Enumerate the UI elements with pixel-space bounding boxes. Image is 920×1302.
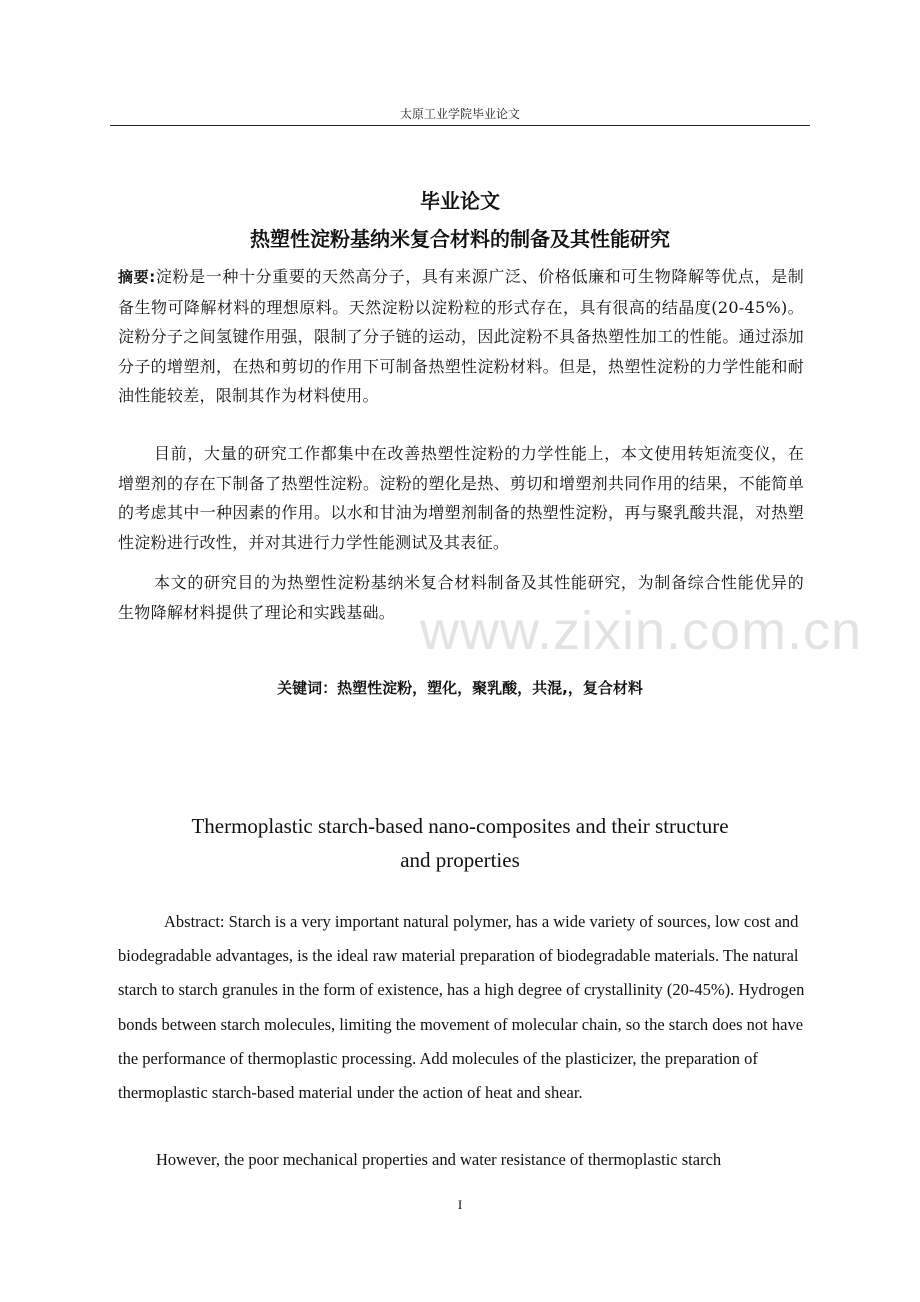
abstract-cn-paragraph-1 <box>118 262 804 411</box>
page-number: I <box>457 1197 463 1212</box>
running-header: 太原工业学院毕业论文 <box>399 107 520 121</box>
abstract-cn-text-1: 淀粉是一种十分重要的天然高分子，具有来源广泛、价格低廉和可生物降解等优点，是制备生物可降解材料的理想原料。天然淀粉以淀粉粒的形式存在，具有很高的结晶度(20-45%)。淀粉分子之间氢键作用强，限制了分子链的运动，因此淀粉不具备热塑性加工的性能。通过添加分子的增塑剂，在热和剪切的作用下可制备热塑性淀粉材料。但是，热塑性淀粉的力学性能和耐油性能较差，限制其作为材料使用。 <box>118 267 805 405</box>
abstract-cn-paragraph-3: 本文的研究目的为热塑性淀粉基纳米复合材料制备及其性能研究，为制备综合性能优异的生物降解材料提供了理论和实践基础。 <box>118 573 804 622</box>
title-en-line-2: and properties <box>400 848 520 872</box>
thesis-title-en <box>110 809 810 877</box>
abstract-cn-paragraph-2: 目前，大量的研究工作都集中在改善热塑性淀粉的力学性能上，本文使用转矩流变仪，在增塑剂的存在下制备了热塑性淀粉。淀粉的塑化是热、剪切和增塑剂共同作用的结果，不能简单的考虑其中一种因素的作用。以水和甘油为增塑剂制备的热塑性淀粉，再与聚乳酸共混，对热塑性淀粉进行改性，并对其进行力学性能测试及其表征。 <box>118 444 804 552</box>
title-en-line-1: Thermoplastic starch-based nano-composites and their structure <box>191 814 729 838</box>
watermark: www.zixin.com.cn <box>420 601 863 661</box>
thesis-title-cn: 热塑性淀粉基纳米复合材料的制备及其性能研究 <box>250 227 670 251</box>
abstract-cn-label: 摘要: <box>118 268 156 286</box>
header-rule <box>110 125 810 126</box>
abstract-en-paragraph-2: However, the poor mechanical properties and water resistance of thermoplastic starch <box>156 1150 722 1169</box>
keywords-cn: 关键词：热塑性淀粉，塑化，聚乳酸，共混,，复合材料 <box>277 679 643 697</box>
thesis-label: 毕业论文 <box>420 189 500 213</box>
abstract-en-paragraph-1: Abstract: Starch is a very important natural polymer, has a wide variety of sources, low cost and biodegradable advantages, is the ideal raw material preparation of biodegradable materials. The natural starch to starch granules in the form of existence, has a high degree of crystallinity (20-45%). Hydrogen bonds between starch molecules, limiting the movement of molecular chain, so the starch does not have the performance of thermoplastic processing. Add molecules of the plasticizer, the preparation of thermoplastic starch-based material under the action of heat and shear. <box>118 912 805 1103</box>
